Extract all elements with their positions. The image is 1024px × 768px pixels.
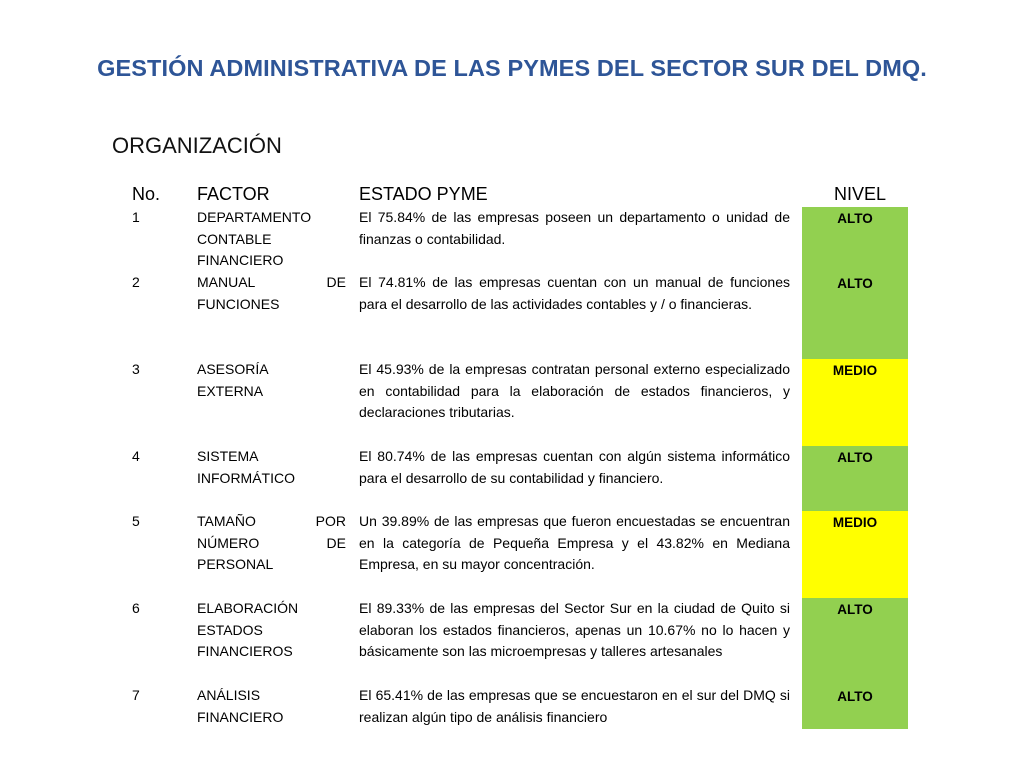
row-number: 1 [132,209,140,225]
estado-cell: El 45.93% de la empresas contratan personal externo especializado en contabilidad para la elaboración de estados financieros, y declaraciones tributarias. [359,361,790,421]
row-number: 4 [132,448,140,464]
page-title: GESTIÓN ADMINISTRATIVA DE LAS PYMES DEL SECTOR SUR DEL DMQ. [97,55,927,81]
row-number: 3 [132,361,140,377]
estado-cell: El 65.41% de las empresas que se encuestaron en el sur del DMQ si realizan algún tipo de análisis financiero [359,687,790,725]
estado-cell: El 75.84% de las empresas poseen un departamento o unidad de finanzas o contabilidad. [359,209,790,247]
row-number: 7 [132,687,140,703]
factor-line: ELABORACIÓN [197,600,299,616]
factor-line: NÚMERO DE [197,534,346,551]
header-factor: FACTOR [197,184,270,204]
table-header-row [118,178,908,207]
table-row [118,685,908,729]
row-number: 2 [132,274,140,290]
table-row [118,359,908,446]
factor-line: SISTEMA [197,448,259,464]
factor-line: FINANCIERO [197,708,284,725]
factor-cell [192,207,352,272]
nivel-badge: ALTO [802,446,908,511]
nivel-badge: ALTO [802,685,908,729]
factor-line: ANÁLISIS [197,687,261,703]
factor-cell [192,446,352,511]
table-row [118,207,908,272]
estado-cell: El 80.74% de las empresas cuentan con algún sistema informático para el desarrollo de su contabilidad y financiero. [359,448,790,486]
factor-cell [192,359,352,446]
nivel-badge: ALTO [802,598,908,685]
organization-table [118,178,908,729]
nivel-badge: ALTO [802,207,908,272]
factor-line: FINANCIEROS [197,643,293,660]
header-estado: ESTADO PYME [359,184,488,204]
table-row [118,598,908,685]
estado-cell: El 89.33% de las empresas del Sector Sur en la ciudad de Quito si elaboran los estados financieros, apenas un 10.67% no lo hacen y básicamente son las microempresas y talleres artesanales [359,600,790,660]
nivel-badge: ALTO [802,272,908,359]
factor-cell [192,685,352,729]
table-row [118,272,908,359]
factor-line: ESTADOS [197,621,263,638]
factor-line: EXTERNA [197,382,264,399]
nivel-badge: MEDIO [802,511,908,598]
factor-line: ASESORÍA [197,361,269,377]
nivel-badge: MEDIO [802,359,908,446]
factor-line: INFORMÁTICO [197,469,295,486]
factor-line: CONTABLE [197,230,272,247]
section-title: ORGANIZACIÓN [112,133,282,158]
row-number: 5 [132,513,140,529]
factor-line: PERSONAL [197,556,274,573]
row-number: 6 [132,600,140,616]
header-no: No. [132,184,161,204]
table-row [118,511,908,598]
factor-line: FINANCIERO [197,252,284,269]
factor-cell [192,598,352,685]
factor-line: TAMAÑO POR [197,513,346,529]
factor-line: DEPARTAMENTO [197,209,312,225]
factor-line: FUNCIONES [197,295,280,312]
estado-cell: Un 39.89% de las empresas que fueron encuestadas se encuentran en la categoría de Pequeña Empresa y el 43.82% en Mediana Empresa, en su mayor concentración. [359,513,790,573]
table-row [118,446,908,511]
header-nivel: NIVEL [833,184,887,204]
estado-cell: El 74.81% de las empresas cuentan con un manual de funciones para el desarrollo de las actividades contables y / o financieras. [359,274,790,312]
factor-cell [192,511,352,598]
factor-line: MANUAL DE [197,274,346,290]
factor-cell [192,272,352,359]
